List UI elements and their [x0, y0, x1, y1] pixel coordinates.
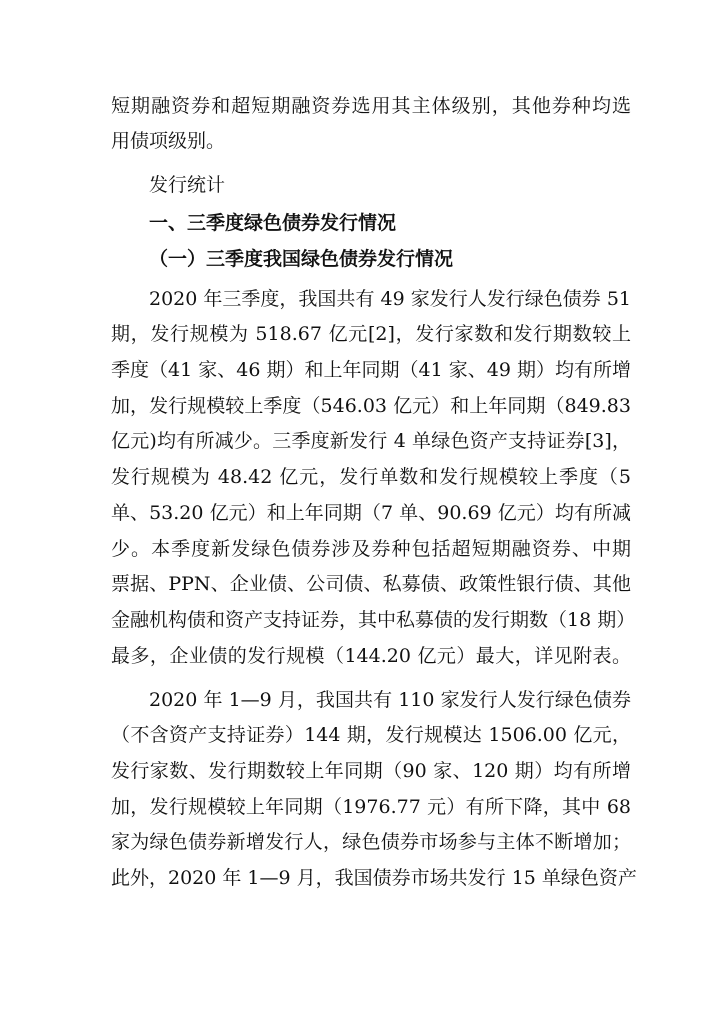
paragraph-line: 发行规模为 48.42 亿元，发行单数和发行规模较上季度（5: [111, 466, 631, 488]
paragraph-line: 单、53.20 亿元）和上年同期（7 单、90.69 亿元）均有所减: [111, 502, 631, 524]
paragraph-line: 发行家数、发行期数较上年同期（90 家、120 期）均有所增: [111, 760, 631, 782]
paragraph-line: 最多，企业债的发行规模（144.20 亿元）最大，详见附表。: [111, 645, 631, 667]
paragraph-line: 用债项级别。: [111, 130, 226, 152]
paragraph-line: 加，发行规模较上年同期（1976.77 元）有所下降，其中 68: [111, 796, 631, 818]
paragraph-line: 季度（41 家、46 期）和上年同期（41 家、49 期）均有所增: [111, 359, 631, 381]
paragraph-line: 短期融资券和超短期融资券选用其主体级别，其他券种均选: [111, 95, 631, 117]
paragraph-line: 亿元)均有所减少。三季度新发行 4 单绿色资产支持证券[3]，: [111, 430, 631, 452]
paragraph-line: 此外，2020 年 1—9 月，我国债券市场共发行 15 单绿色资产: [111, 867, 637, 889]
heading-1: 一、三季度绿色债券发行情况: [149, 212, 397, 234]
paragraph-line: 少。本季度新发绿色债券涉及券种包括超短期融资券、中期: [111, 538, 631, 560]
paragraph-line: 加，发行规模较上季度（546.03 亿元）和上年同期（849.83: [111, 395, 631, 417]
heading-2: （一）三季度我国绿色债券发行情况: [149, 248, 454, 270]
paragraph-line: 金融机构债和资产支持证券，其中私募债的发行期数（18 期）: [111, 609, 636, 631]
paragraph-line: 2020 年 1—9 月，我国共有 110 家发行人发行绿色债券: [149, 689, 631, 711]
paragraph-line: （不含资产支持证券）144 期，发行规模达 1506.00 亿元，: [111, 724, 631, 746]
section-label: 发行统计: [149, 174, 226, 196]
paragraph-line: 期，发行规模为 518.67 亿元[2]，发行家数和发行期数较上: [111, 323, 631, 345]
paragraph-line: 2020 年三季度，我国共有 49 家发行人发行绿色债券 51: [149, 288, 631, 310]
paragraph-line: 家为绿色债券新增发行人，绿色债券市场参与主体不断增加；: [111, 831, 631, 853]
paragraph-line: 票据、PPN、企业债、公司债、私募债、政策性银行债、其他: [111, 573, 631, 595]
